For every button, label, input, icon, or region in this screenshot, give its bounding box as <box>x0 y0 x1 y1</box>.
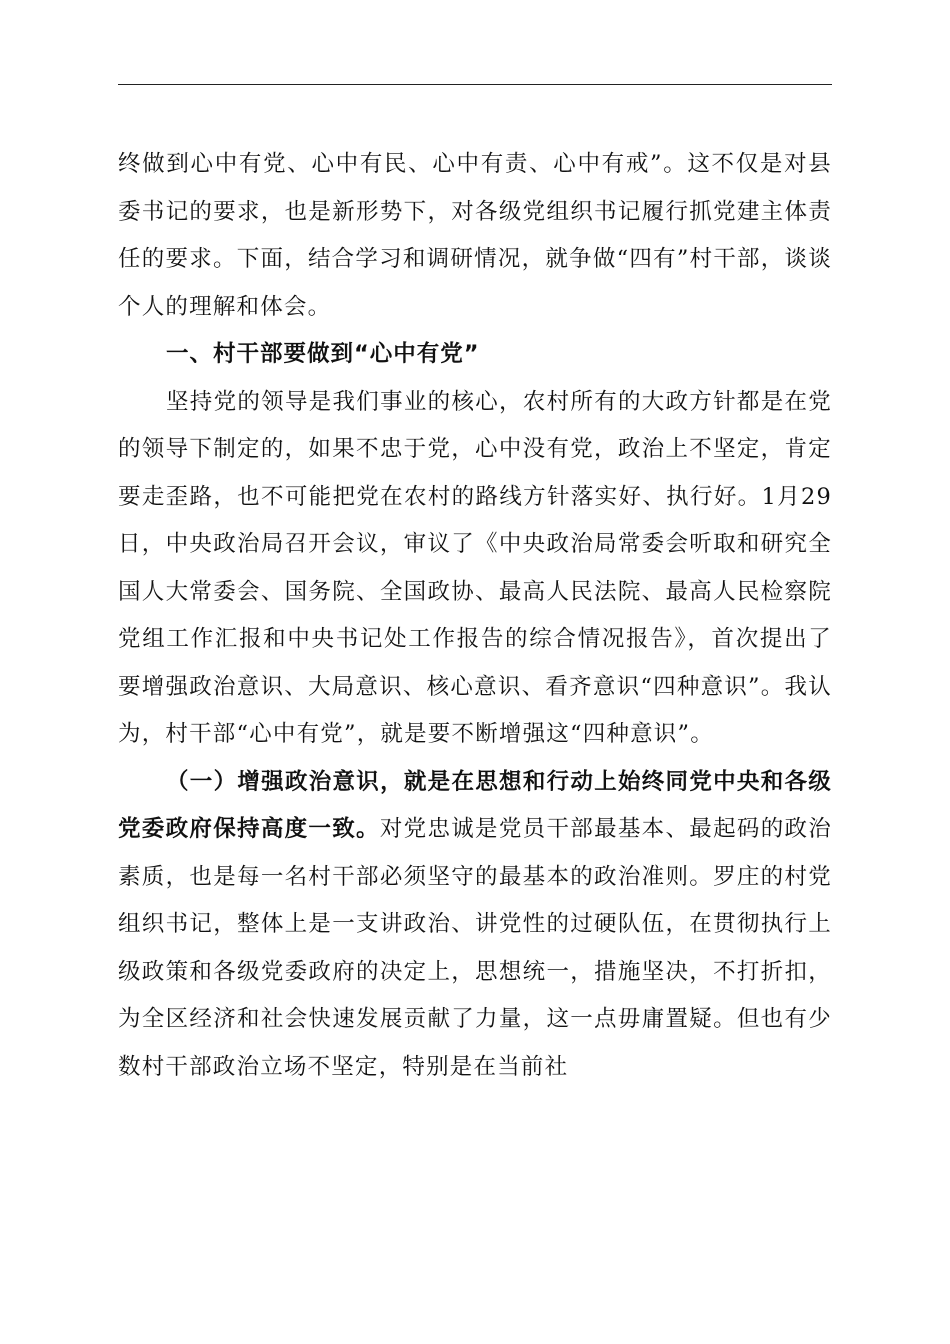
header-rule <box>118 84 832 85</box>
paragraph-continuation: 终做到心中有党、心中有民、心中有责、心中有戒”。这不仅是对县委书记的要求，也是新形势下，对各级党组织书记履行抓党建主体责任的要求。下面，结合学习和调研情况，就争做“四有”村干部，谈谈个人的理解和体会。 <box>118 151 832 320</box>
paragraph-2 <box>118 759 832 1092</box>
section-heading-1: 一、村干部要做到“心中有党” <box>166 341 480 367</box>
body-text <box>118 141 832 1091</box>
subheading-1: （一）增强政治意识，就是在思想和行动上始终同党中央和各级党委政府保持高度一致。 <box>118 768 832 842</box>
paragraph-2-body: 对党忠诚是党员干部最基本、最起码的政治素质，也是每一名村干部必须坚守的最基本的政治准则。罗庄的村党组织书记，整体上是一支讲政治、讲党性的过硬队伍，在贯彻执行上级政策和各级党委政府的决定上，思想统一，措施坚决，不打折扣，为全区经济和社会快速发展贡献了力量，这一点毋庸置疑。但也有少数村干部政治立场不坚定，特别是在当前社 <box>118 816 832 1080</box>
paragraph-1: 坚持党的领导是我们事业的核心，农村所有的大政方针都是在党的领导下制定的，如果不忠于党，心中没有党，政治上不坚定，肯定要走歪路，也不可能把党在农村的路线方针落实好、执行好。1月29日，中央政治局召开会议，审议了《中央政治局常委会听取和研究全国人大常委会、国务院、全国政协、最高人民法院、最高人民检察院党组工作汇报和中央书记处工作报告的综合情况报告》，首次提出了要增强政治意识、大局意识、核心意识、看齐意识“四种意识”。我认为，村干部“心中有党”，就是要不断增强这“四种意识”。 <box>118 388 832 747</box>
